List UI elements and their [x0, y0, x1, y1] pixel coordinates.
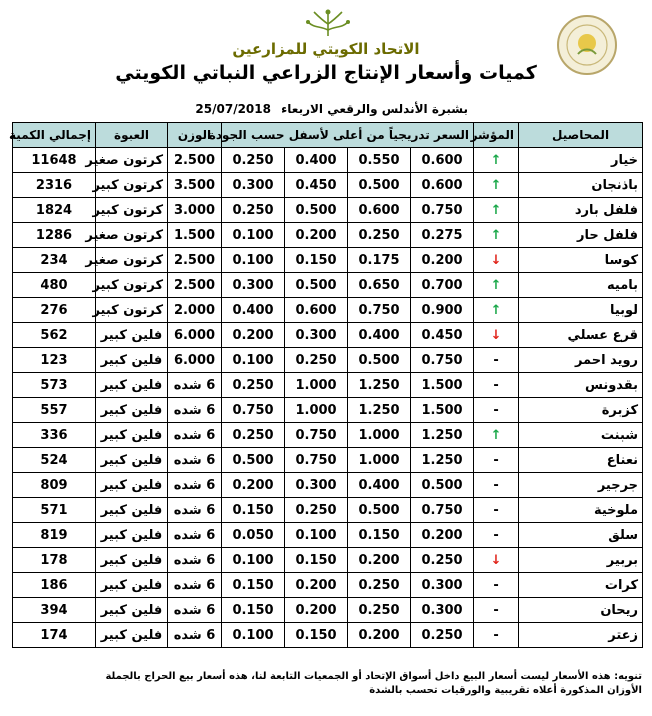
trend-indicator: - [474, 573, 519, 598]
weight-cell: 6 شده [168, 623, 222, 648]
pack-cell: كرتون صغير [96, 248, 168, 273]
weight-cell: 6 شده [168, 423, 222, 448]
price-4-cell: 0.150 [222, 573, 285, 598]
price-3-cell: 0.200 [285, 573, 348, 598]
price-2-cell: 1.000 [348, 448, 411, 473]
weight-cell: 6 شده [168, 373, 222, 398]
trend-indicator: ↑ [474, 198, 519, 223]
product-cell: زعتر [519, 623, 643, 648]
total-quantity-cell: 571 [13, 498, 96, 523]
price-4-cell: 0.150 [222, 598, 285, 623]
pack-cell: فلين كبير [96, 323, 168, 348]
price-1-cell: 0.200 [411, 248, 474, 273]
price-2-cell: 0.600 [348, 198, 411, 223]
trend-indicator: ↑ [474, 173, 519, 198]
pack-cell: كرتون كبير [96, 273, 168, 298]
total-quantity-cell: 557 [13, 398, 96, 423]
price-1-cell: 0.275 [411, 223, 474, 248]
price-1-cell: 0.900 [411, 298, 474, 323]
footnote-line-2: الأوزان المذكورة أعلاه تقريبية والورقيات تحسب بالشدة [369, 685, 642, 696]
price-2-cell: 0.150 [348, 523, 411, 548]
table-row [13, 623, 643, 648]
product-cell: كزبرة [519, 398, 643, 423]
product-cell: فلفل حار [519, 223, 643, 248]
price-2-cell: 0.500 [348, 498, 411, 523]
price-1-cell: 0.450 [411, 323, 474, 348]
table-row [13, 298, 643, 323]
pack-cell: فلين كبير [96, 448, 168, 473]
weight-cell: 2.500 [168, 273, 222, 298]
trend-indicator: - [474, 348, 519, 373]
table-row [13, 223, 643, 248]
product-cell: بقدونس [519, 373, 643, 398]
price-3-cell: 0.150 [285, 248, 348, 273]
total-quantity-cell: 819 [13, 523, 96, 548]
price-4-cell: 0.100 [222, 248, 285, 273]
price-2-cell: 1.000 [348, 423, 411, 448]
price-1-cell: 1.250 [411, 423, 474, 448]
pack-cell: فلين كبير [96, 573, 168, 598]
price-1-cell: 0.300 [411, 573, 474, 598]
table-row [13, 248, 643, 273]
footnote [12, 670, 642, 698]
price-3-cell: 1.000 [285, 373, 348, 398]
pack-cell: فلين كبير [96, 548, 168, 573]
trend-indicator: - [474, 523, 519, 548]
price-1-cell: 1.250 [411, 448, 474, 473]
weight-cell: 2.000 [168, 298, 222, 323]
total-quantity-cell: 276 [13, 298, 96, 323]
price-1-cell: 0.500 [411, 473, 474, 498]
price-4-cell: 0.250 [222, 148, 285, 173]
price-3-cell: 0.750 [285, 423, 348, 448]
total-quantity-cell: 11648 [13, 148, 96, 173]
product-cell: كرات [519, 573, 643, 598]
product-cell: باذنجان [519, 173, 643, 198]
product-cell: كوسا [519, 248, 643, 273]
price-3-cell: 0.150 [285, 548, 348, 573]
price-1-cell: 0.300 [411, 598, 474, 623]
total-quantity-cell: 174 [13, 623, 96, 648]
table-row [13, 198, 643, 223]
total-quantity-cell: 809 [13, 473, 96, 498]
product-cell: جرجير [519, 473, 643, 498]
table-row [13, 448, 643, 473]
price-4-cell: 0.250 [222, 423, 285, 448]
pack-cell: فلين كبير [96, 423, 168, 448]
weight-cell: 6 شده [168, 598, 222, 623]
total-quantity-cell: 394 [13, 598, 96, 623]
header-prices: السعر تدريجياً من أعلى لأسفل حسب الجودة [222, 123, 474, 148]
price-2-cell: 0.650 [348, 273, 411, 298]
market-date-line [195, 102, 468, 116]
price-2-cell: 0.250 [348, 598, 411, 623]
page-header [0, 0, 652, 122]
price-2-cell: 0.250 [348, 573, 411, 598]
table-row [13, 423, 643, 448]
price-4-cell: 0.100 [222, 623, 285, 648]
price-2-cell: 0.400 [348, 473, 411, 498]
pack-cell: فلين كبير [96, 523, 168, 548]
price-2-cell: 0.500 [348, 173, 411, 198]
table-row [13, 323, 643, 348]
price-2-cell: 0.500 [348, 348, 411, 373]
product-cell: قرع عسلي [519, 323, 643, 348]
price-4-cell: 0.150 [222, 498, 285, 523]
product-cell: فلفل بارد [519, 198, 643, 223]
price-3-cell: 0.300 [285, 473, 348, 498]
trend-indicator: ↑ [474, 298, 519, 323]
price-3-cell: 0.500 [285, 273, 348, 298]
weight-cell: 6 شده [168, 398, 222, 423]
trend-indicator: ↓ [474, 548, 519, 573]
pack-cell: فلين كبير [96, 623, 168, 648]
pack-cell: فلين كبير [96, 498, 168, 523]
price-4-cell: 0.250 [222, 198, 285, 223]
table-row [13, 473, 643, 498]
pack-cell: فلين كبير [96, 348, 168, 373]
price-4-cell: 0.100 [222, 548, 285, 573]
total-quantity-cell: 2316 [13, 173, 96, 198]
footnote-line-1: تنويه: هذه الأسعار ليست أسعار البيع داخل أسواق الإتحاد أو الجمعيات التابعة لنا، هذه أسعار بيع الحراج بالجملة [105, 671, 642, 682]
price-4-cell: 0.750 [222, 398, 285, 423]
table-row [13, 398, 643, 423]
org-name: الاتحاد الكويتي للمزارعين [232, 40, 420, 58]
report-date: 25/07/2018 [195, 102, 271, 116]
pack-cell: كرتون صغير [96, 148, 168, 173]
price-1-cell: 0.250 [411, 623, 474, 648]
product-cell: ريحان [519, 598, 643, 623]
price-2-cell: 1.250 [348, 373, 411, 398]
product-cell: شبنت [519, 423, 643, 448]
weight-cell: 6 شده [168, 498, 222, 523]
pack-cell: فلين كبير [96, 373, 168, 398]
header-weight: الوزن [168, 123, 222, 148]
weight-cell: 1.500 [168, 223, 222, 248]
header-product: المحاصيل [519, 123, 643, 148]
pack-cell: فلين كبير [96, 473, 168, 498]
market-name: بشبرة الأندلس والرقعي الاربعاء [281, 102, 468, 116]
price-2-cell: 0.400 [348, 323, 411, 348]
price-4-cell: 0.500 [222, 448, 285, 473]
price-2-cell: 0.200 [348, 623, 411, 648]
price-2-cell: 1.250 [348, 398, 411, 423]
table-row [13, 273, 643, 298]
table-header-row [13, 123, 643, 148]
pack-cell: كرتون كبير [96, 198, 168, 223]
total-quantity-cell: 524 [13, 448, 96, 473]
price-1-cell: 0.600 [411, 173, 474, 198]
product-cell: نعناع [519, 448, 643, 473]
total-quantity-cell: 1286 [13, 223, 96, 248]
trend-indicator: ↑ [474, 223, 519, 248]
table-row [13, 173, 643, 198]
weight-cell: 2.500 [168, 148, 222, 173]
total-quantity-cell: 234 [13, 248, 96, 273]
trend-indicator: - [474, 623, 519, 648]
header-indicator: المؤشر [474, 123, 519, 148]
weight-cell: 6 شده [168, 448, 222, 473]
price-4-cell: 0.300 [222, 173, 285, 198]
trend-indicator: - [474, 448, 519, 473]
price-4-cell: 0.400 [222, 298, 285, 323]
price-3-cell: 0.400 [285, 148, 348, 173]
price-2-cell: 0.250 [348, 223, 411, 248]
price-3-cell: 0.200 [285, 223, 348, 248]
price-4-cell: 0.300 [222, 273, 285, 298]
product-cell: ملوخية [519, 498, 643, 523]
price-1-cell: 1.500 [411, 373, 474, 398]
trend-indicator: - [474, 398, 519, 423]
total-quantity-cell: 123 [13, 348, 96, 373]
price-3-cell: 0.200 [285, 598, 348, 623]
pack-cell: كرتون صغير [96, 223, 168, 248]
price-3-cell: 1.000 [285, 398, 348, 423]
price-1-cell: 0.750 [411, 348, 474, 373]
product-cell: خيار [519, 148, 643, 173]
weight-cell: 6.000 [168, 323, 222, 348]
price-4-cell: 0.050 [222, 523, 285, 548]
page-title: كميات وأسعار الإنتاج الزراعي النباتي الكويتي [115, 62, 537, 84]
price-3-cell: 0.100 [285, 523, 348, 548]
pack-cell: كرتون كبير [96, 298, 168, 323]
product-cell: رويد احمر [519, 348, 643, 373]
trend-indicator: - [474, 473, 519, 498]
table-row [13, 148, 643, 173]
price-1-cell: 0.750 [411, 198, 474, 223]
weight-cell: 3.500 [168, 173, 222, 198]
total-quantity-cell: 480 [13, 273, 96, 298]
weight-cell: 2.500 [168, 248, 222, 273]
price-1-cell: 1.500 [411, 398, 474, 423]
table-row [13, 498, 643, 523]
price-1-cell: 0.250 [411, 548, 474, 573]
weight-cell: 3.000 [168, 198, 222, 223]
product-cell: باميه [519, 273, 643, 298]
price-1-cell: 0.200 [411, 523, 474, 548]
table-row [13, 523, 643, 548]
price-2-cell: 0.750 [348, 298, 411, 323]
header-total: إجمالي الكمية [13, 123, 96, 148]
price-1-cell: 0.750 [411, 498, 474, 523]
pack-cell: فلين كبير [96, 598, 168, 623]
weight-cell: 6.000 [168, 348, 222, 373]
trend-indicator: ↑ [474, 273, 519, 298]
price-3-cell: 0.150 [285, 623, 348, 648]
price-2-cell: 0.175 [348, 248, 411, 273]
price-1-cell: 0.600 [411, 148, 474, 173]
pack-cell: فلين كبير [96, 398, 168, 423]
table-row [13, 598, 643, 623]
weight-cell: 6 شده [168, 473, 222, 498]
price-2-cell: 0.200 [348, 548, 411, 573]
price-3-cell: 0.250 [285, 498, 348, 523]
price-4-cell: 0.200 [222, 323, 285, 348]
trend-indicator: ↑ [474, 423, 519, 448]
price-3-cell: 0.500 [285, 198, 348, 223]
weight-cell: 6 شده [168, 523, 222, 548]
trend-indicator: - [474, 373, 519, 398]
product-cell: بربير [519, 548, 643, 573]
table-row [13, 348, 643, 373]
table-row [13, 373, 643, 398]
price-3-cell: 0.600 [285, 298, 348, 323]
trend-indicator: - [474, 498, 519, 523]
weight-cell: 6 شده [168, 573, 222, 598]
price-4-cell: 0.100 [222, 223, 285, 248]
price-4-cell: 0.250 [222, 373, 285, 398]
total-quantity-cell: 562 [13, 323, 96, 348]
price-3-cell: 0.450 [285, 173, 348, 198]
total-quantity-cell: 178 [13, 548, 96, 573]
price-2-cell: 0.550 [348, 148, 411, 173]
total-quantity-cell: 186 [13, 573, 96, 598]
total-quantity-cell: 573 [13, 373, 96, 398]
total-quantity-cell: 1824 [13, 198, 96, 223]
weight-cell: 6 شده [168, 548, 222, 573]
price-4-cell: 0.200 [222, 473, 285, 498]
table-row [13, 573, 643, 598]
trend-indicator: ↓ [474, 323, 519, 348]
table-row [13, 548, 643, 573]
price-3-cell: 0.300 [285, 323, 348, 348]
price-table [9, 122, 643, 648]
trend-indicator: - [474, 598, 519, 623]
trend-indicator: ↑ [474, 148, 519, 173]
price-3-cell: 0.250 [285, 348, 348, 373]
pack-cell: كرتون كبير [96, 173, 168, 198]
price-3-cell: 0.750 [285, 448, 348, 473]
price-4-cell: 0.100 [222, 348, 285, 373]
floral-ornament-icon [300, 8, 356, 38]
total-quantity-cell: 336 [13, 423, 96, 448]
trend-indicator: ↓ [474, 248, 519, 273]
product-cell: سلق [519, 523, 643, 548]
header-pack: العبوة [96, 123, 168, 148]
product-cell: لوبيا [519, 298, 643, 323]
price-1-cell: 0.700 [411, 273, 474, 298]
